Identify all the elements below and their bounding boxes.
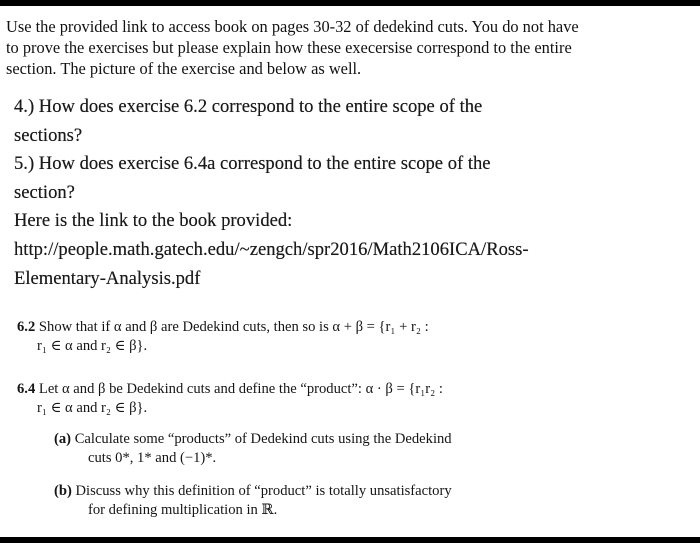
exercise-6-4-part-a xyxy=(54,430,564,468)
part-b-label: (b) xyxy=(54,483,72,499)
exercise-6-4-line-1: Let α and β be Dedekind cuts and define the “product”: α · β = {r₁r₂ : xyxy=(38,381,443,397)
intro-line-3: section. The picture of the exercise and below as well. xyxy=(6,59,362,78)
part-a-line-1: Calculate some “products” of Dedekind cuts using the Dedekind xyxy=(74,431,452,447)
book-link-line-1: http://people.math.gatech.edu/~zengch/spr2016/Math2106ICA/Ross- xyxy=(14,238,529,260)
part-b-line-2: for defining multiplication in ℝ. xyxy=(88,502,278,518)
exercise-6-2-number: 6.2 xyxy=(17,319,36,335)
exercise-6-2-line-2: r₁ ∈ α and r₂ ∈ β}. xyxy=(37,338,148,354)
book-link-line-2: Elementary-Analysis.pdf xyxy=(14,267,201,289)
intro-line-2: to prove the exercises but please explain how these execersise correspond to the entire xyxy=(6,38,572,57)
question-5-line-1: 5.) How does exercise 6.4a correspond to the entire scope of the xyxy=(14,153,491,175)
exercise-6-4-line-2: r₁ ∈ α and r₂ ∈ β}. xyxy=(37,400,148,416)
exercise-6-4-part-b xyxy=(54,482,564,520)
part-a-line-2: cuts 0*, 1* and (−1)*. xyxy=(88,450,217,466)
question-page xyxy=(0,6,700,537)
question-intro xyxy=(6,16,696,79)
exercise-6-4 xyxy=(17,380,557,418)
questions-block xyxy=(14,93,684,293)
exercise-6-4-number: 6.4 xyxy=(17,381,36,397)
link-heading: Here is the link to the book provided: xyxy=(14,210,293,232)
exercise-6-2 xyxy=(17,318,557,356)
question-5-line-2: section? xyxy=(14,181,75,203)
part-b-line-1: Discuss why this definition of “product” is totally unsatisfactory xyxy=(75,483,452,499)
intro-line-1: Use the provided link to access book on pages 30-32 of dedekind cuts. You do not have xyxy=(6,17,579,36)
exercise-6-2-line-1: Show that if α and β are Dedekind cuts, then so is α + β = {r₁ + r₂ : xyxy=(38,319,429,335)
part-a-label: (a) xyxy=(54,431,72,447)
question-4-line-1: 4.) How does exercise 6.2 correspond to the entire scope of the xyxy=(14,96,483,117)
question-4-line-2: sections? xyxy=(14,124,83,146)
